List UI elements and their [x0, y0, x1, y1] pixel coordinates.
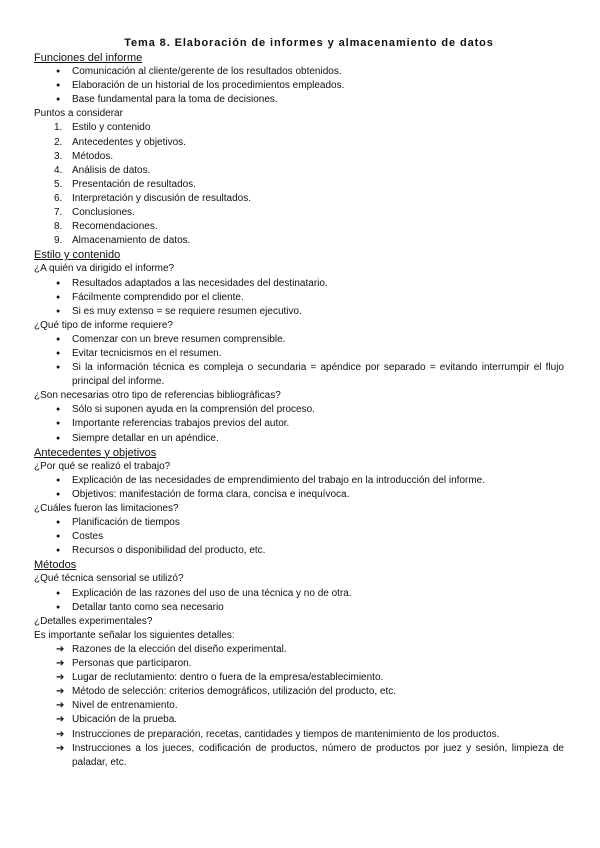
list-item-text: Planificación de tiempos [72, 517, 180, 529]
list-number: 2. [54, 136, 63, 148]
list-item-text: Razones de la elección del diseño experimental. [72, 643, 287, 655]
list-item-text: Explicación de las razones del uso de una técnica y no de otra. [72, 587, 352, 599]
document-body [34, 51, 564, 770]
list-item-text: Comenzar con un breve resumen comprensible. [72, 333, 286, 345]
bullet-list-item [34, 403, 564, 417]
arrow-right-icon: ➔ [56, 658, 65, 670]
numbered-list-item [34, 164, 564, 178]
arrow-right-icon: ➔ [56, 714, 65, 726]
bullet-icon: ● [56, 406, 61, 414]
bullet-icon: ● [56, 533, 61, 541]
list-item-text: Presentación de resultados. [72, 178, 196, 190]
arrow-right-icon: ➔ [56, 742, 65, 754]
paragraph-text: ¿Son necesarias otro tipo de referencias bibliográficas? [34, 390, 281, 402]
bullet-list-item [34, 516, 564, 530]
document-title: Tema 8. Elaboración de informes y almacenamiento de datos [124, 37, 494, 49]
bullet-icon: ● [56, 96, 61, 104]
list-item-text: Siempre detallar en un apéndice. [72, 432, 219, 444]
bullet-list-item [34, 417, 564, 431]
list-item-text: Si la información técnica es compleja o secundaria = apéndice por separado = evitando interrumpir el flujo principal del informe. [72, 362, 564, 388]
list-item-text: Métodos. [72, 150, 114, 162]
bullet-list-item [34, 333, 564, 347]
bullet-list-item [34, 65, 564, 79]
list-item-text: Base fundamental para la toma de decisiones. [72, 94, 278, 106]
paragraph-text: ¿A quién va dirigido el informe? [34, 263, 175, 275]
bullet-list-item [34, 544, 564, 558]
arrow-list-item [34, 699, 564, 713]
numbered-list-item [34, 220, 564, 234]
bullet-icon: ● [56, 349, 61, 357]
list-item-text: Comunicación al cliente/gerente de los resultados obtenidos. [72, 66, 342, 78]
bullet-icon: ● [56, 364, 61, 372]
numbered-list-item [34, 206, 564, 220]
bullet-icon: ● [56, 589, 61, 597]
arrow-right-icon: ➔ [56, 700, 65, 712]
bullet-list-item [34, 93, 564, 107]
bullet-icon: ● [56, 519, 61, 527]
list-item-text: Recomendaciones. [72, 221, 158, 233]
list-item-text: Elaboración de un historial de los procedimientos empleados. [72, 80, 345, 92]
bullet-icon: ● [56, 547, 61, 555]
list-number: 4. [54, 164, 63, 176]
list-number: 1. [54, 122, 63, 134]
bullet-icon: ● [56, 82, 61, 90]
bullet-icon: ● [56, 68, 61, 76]
arrow-right-icon: ➔ [56, 643, 65, 655]
list-item-text: Análisis de datos. [72, 164, 151, 176]
bullet-list-item [34, 530, 564, 544]
numbered-list-item [34, 192, 564, 206]
list-item-text: Evitar tecnicismos en el resumen. [72, 347, 222, 359]
bullet-list-item [34, 361, 564, 389]
list-item-text: Método de selección: criterios demográficos, utilización del producto, etc. [72, 686, 397, 698]
bullet-icon: ● [56, 420, 61, 428]
list-item-text: Ubicación de la prueba. [72, 714, 178, 726]
arrow-right-icon: ➔ [56, 672, 65, 684]
arrow-right-icon: ➔ [56, 686, 65, 698]
arrow-list-item [34, 671, 564, 685]
bullet-list-item [34, 488, 564, 502]
list-item-text: Recursos o disponibilidad del producto, etc. [72, 545, 266, 557]
bullet-list-item [34, 277, 564, 291]
bullet-list-item [34, 305, 564, 319]
bullet-list-item [34, 347, 564, 361]
list-number: 8. [54, 221, 63, 233]
paragraph-text: Puntos a considerar [34, 108, 123, 120]
list-item-text: Detallar tanto como sea necesario [72, 601, 224, 613]
bullet-list-item [34, 291, 564, 305]
arrow-list-item [34, 643, 564, 657]
bullet-icon: ● [56, 307, 61, 315]
list-item-text: Resultados adaptados a las necesidades del destinatario. [72, 277, 328, 289]
list-item-text: Interpretación y discusión de resultados. [72, 192, 251, 204]
list-item-text: Conclusiones. [72, 207, 135, 219]
list-item-text: Si es muy extenso = se requiere resumen ejecutivo. [72, 305, 302, 317]
list-item-text: Nivel de entrenamiento. [72, 700, 178, 712]
paragraph-text: ¿Detalles experimentales? [34, 615, 153, 627]
numbered-list-item [34, 136, 564, 150]
list-item-text: Estilo y contenido [72, 122, 151, 134]
bullet-icon: ● [56, 434, 61, 442]
list-number: 3. [54, 150, 63, 162]
bullet-icon: ● [56, 490, 61, 498]
document-page [34, 36, 564, 770]
paragraph-text: ¿Qué tipo de informe requiere? [34, 319, 173, 331]
list-item-text: Lugar de reclutamiento: dentro o fuera de la empresa/establecimiento. [72, 672, 384, 684]
bullet-icon: ● [56, 476, 61, 484]
bullet-list-item [34, 587, 564, 601]
bullet-icon: ● [56, 335, 61, 343]
bullet-list-item [34, 601, 564, 615]
list-item-text: Objetivos: manifestación de forma clara, concisa e inequívoca. [72, 488, 350, 500]
section-heading: Antecedentes y objetivos [34, 446, 157, 459]
list-item-text: Fácilmente comprendido por el cliente. [72, 291, 244, 303]
list-item-text: Almacenamiento de datos. [72, 235, 191, 247]
list-item-text: Instrucciones de preparación, recetas, cantidades y tiempos de mantenimiento de los productos. [72, 728, 500, 740]
list-number: 5. [54, 178, 63, 190]
arrow-list-item [34, 728, 564, 742]
bullet-icon: ● [56, 279, 61, 287]
paragraph-text: ¿Cuáles fueron las limitaciones? [34, 503, 179, 514]
list-number: 9. [54, 235, 63, 247]
arrow-list-item [34, 657, 564, 671]
list-item-text: Antecedentes y objetivos. [72, 136, 186, 148]
arrow-list-item [34, 685, 564, 699]
numbered-list-item [34, 234, 564, 248]
bullet-list-item [34, 474, 564, 488]
paragraph-text: Es importante señalar los siguientes detalles: [34, 629, 235, 641]
paragraph-text: ¿Qué técnica sensorial se utilizó? [34, 573, 184, 585]
list-number: 6. [54, 192, 63, 204]
section-heading: Funciones del informe [34, 52, 143, 64]
numbered-list-item [34, 150, 564, 164]
numbered-list-item [34, 178, 564, 192]
list-item-text: Importante referencias trabajos previos del autor. [72, 418, 290, 430]
section-heading: Estilo y contenido [34, 249, 121, 262]
bullet-icon: ● [56, 293, 61, 301]
list-item-text: Costes [72, 531, 104, 543]
numbered-list-item [34, 121, 564, 135]
list-number: 7. [54, 207, 63, 219]
bullet-list-item [34, 79, 564, 93]
bullet-list-item [34, 432, 564, 446]
list-item-text: Sólo si suponen ayuda en la comprensión del proceso. [72, 404, 315, 416]
arrow-list-item [34, 713, 564, 727]
list-item-text: Instrucciones a los jueces, codificación de productos, número de productos por juez y sesión, limpieza de paladar, etc. [72, 742, 564, 768]
section-heading: Métodos [34, 559, 77, 572]
paragraph-text: ¿Por qué se realizó el trabajo? [34, 460, 171, 472]
arrow-list-item [34, 742, 564, 770]
bullet-icon: ● [56, 603, 61, 611]
list-item-text: Personas que participaron. [72, 658, 192, 670]
list-item-text: Explicación de las necesidades de emprendimiento del trabajo en la introducción del informe. [72, 474, 486, 486]
arrow-right-icon: ➔ [56, 728, 65, 740]
